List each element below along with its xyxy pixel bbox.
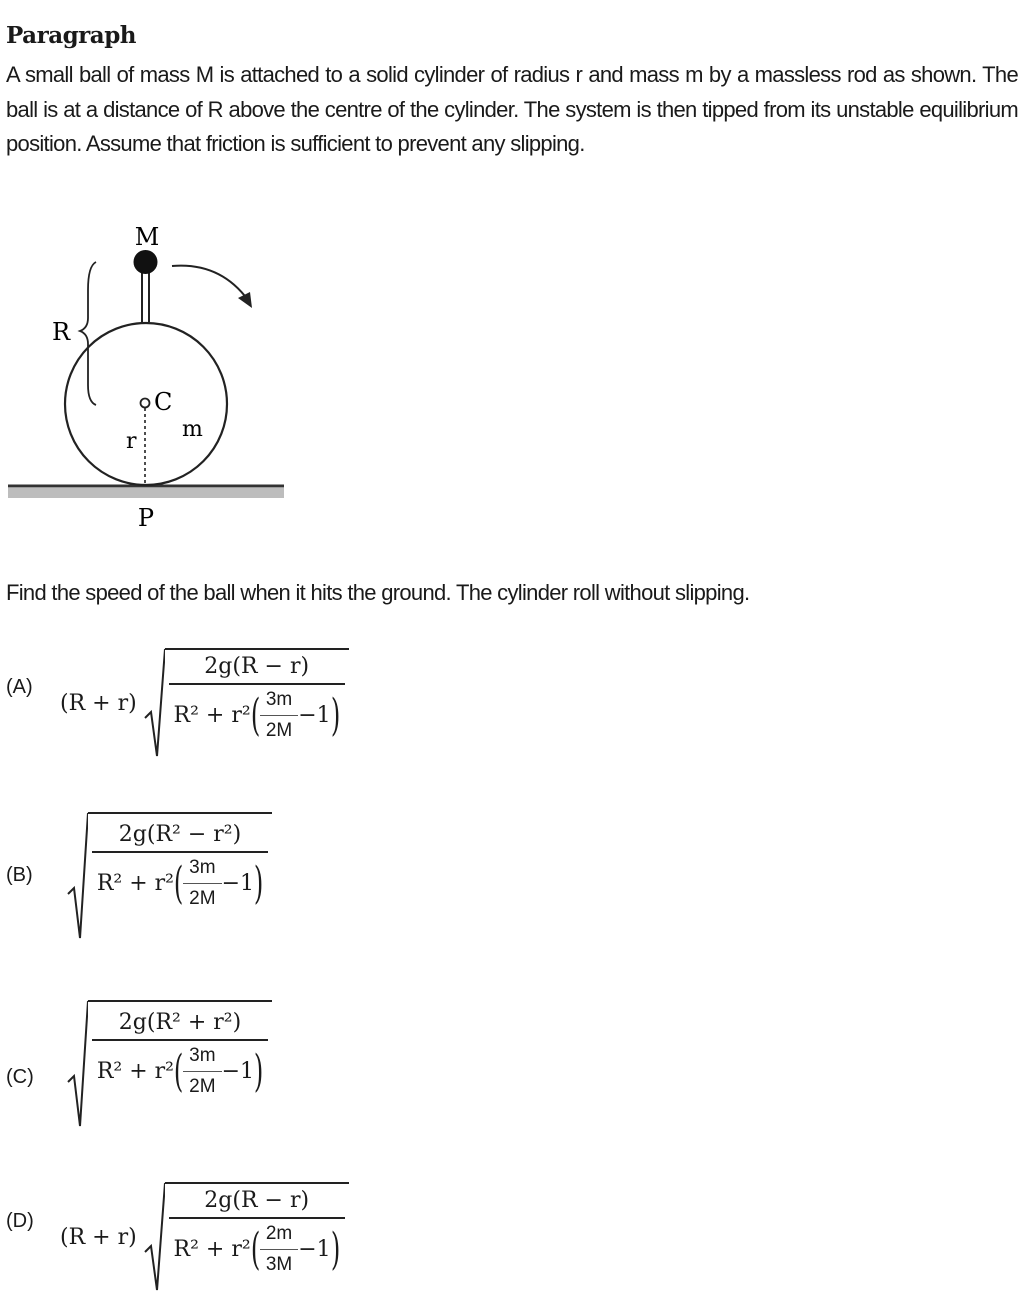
square-root [66,1000,272,1128]
numerator: 2g(R² − r²) [118,822,242,847]
inner-den: 2M [265,720,293,741]
sqrt-sign-icon [143,648,165,758]
label-m: m [182,417,203,442]
ground-hatch [8,488,284,498]
centre-point-icon [141,399,150,408]
square-root [143,648,349,758]
arrow-head-icon [238,292,252,308]
question-text: Find the speed of the ball when it hits the ground. The cylinder roll without slipping. [6,580,750,605]
tail-term: −1 [298,703,331,728]
option-d-formula [60,1182,349,1292]
den-main: R² + r² [96,1059,174,1084]
tail-term: −1 [298,1237,331,1262]
tail-term: −1 [221,1059,254,1084]
inner-den: 3M [265,1254,293,1275]
option-label: (C) [6,1066,34,1088]
inner-den: 2M [189,888,216,909]
inner-fraction [183,1045,221,1098]
inner-den: 2M [189,1076,216,1097]
den-main: R² + r² [173,1237,251,1262]
label-r: r [126,429,137,454]
numerator: 2g(R − r) [204,654,310,679]
prefix-factor: (R + r) [60,1224,137,1250]
inner-fraction [260,689,298,742]
option-label: (B) [6,864,33,886]
label-M: M [134,223,160,251]
numerator: 2g(R² + r²) [118,1010,242,1035]
brace-icon [80,262,96,405]
sqrt-sign-icon [66,812,88,940]
den-main: R² + r² [173,703,251,728]
inner-num: 3m [189,1045,216,1066]
option-c-formula [66,1000,272,1128]
ball-icon [134,250,158,274]
rotation-arrow-icon [172,266,248,300]
den-main: R² + r² [96,871,174,896]
option-a-formula [60,648,349,758]
denominator: R² + r² ( $\frac{3m}{2M}$ −1 ) [173,689,340,741]
option-label: (A) [6,676,33,698]
inner-num: 3m [265,689,293,710]
option-label: (D) [6,1210,34,1232]
label-C: C [154,388,173,416]
inner-num: 2m [265,1223,293,1244]
denominator: R² + r² ( $\frac{2m}{3M}$ −1 ) [173,1223,340,1275]
sqrt-sign-icon [66,1000,88,1128]
section-heading: Paragraph [6,22,137,49]
cylinder-ball-diagram [0,210,300,540]
tail-term: −1 [221,871,254,896]
denominator: R² + r² ( $\frac{3m}{2M}$ −1 ) [96,857,264,909]
inner-fraction [260,1223,298,1276]
denominator: R² + r² ( $\frac{3m}{2M}$ −1 ) [96,1045,264,1097]
problem-paragraph: A small ball of mass M is attached to a solid cylinder of radius r and mass m by a massless rod as shown. The ball is at a distance of R above the centre of the cylinder. The system is then tipped from its unstable equilibrium position. Assume that friction is sufficient to prevent any slipping. [6,62,1018,156]
numerator: 2g(R − r) [204,1188,310,1213]
prefix-factor: (R + r) [60,690,137,716]
square-root [143,1182,349,1292]
inner-fraction [183,857,221,910]
label-P: P [137,504,155,532]
sqrt-sign-icon [143,1182,165,1292]
label-R: R [52,318,71,346]
square-root [66,812,272,940]
option-b-formula [66,812,272,940]
inner-num: 3m [189,857,216,878]
